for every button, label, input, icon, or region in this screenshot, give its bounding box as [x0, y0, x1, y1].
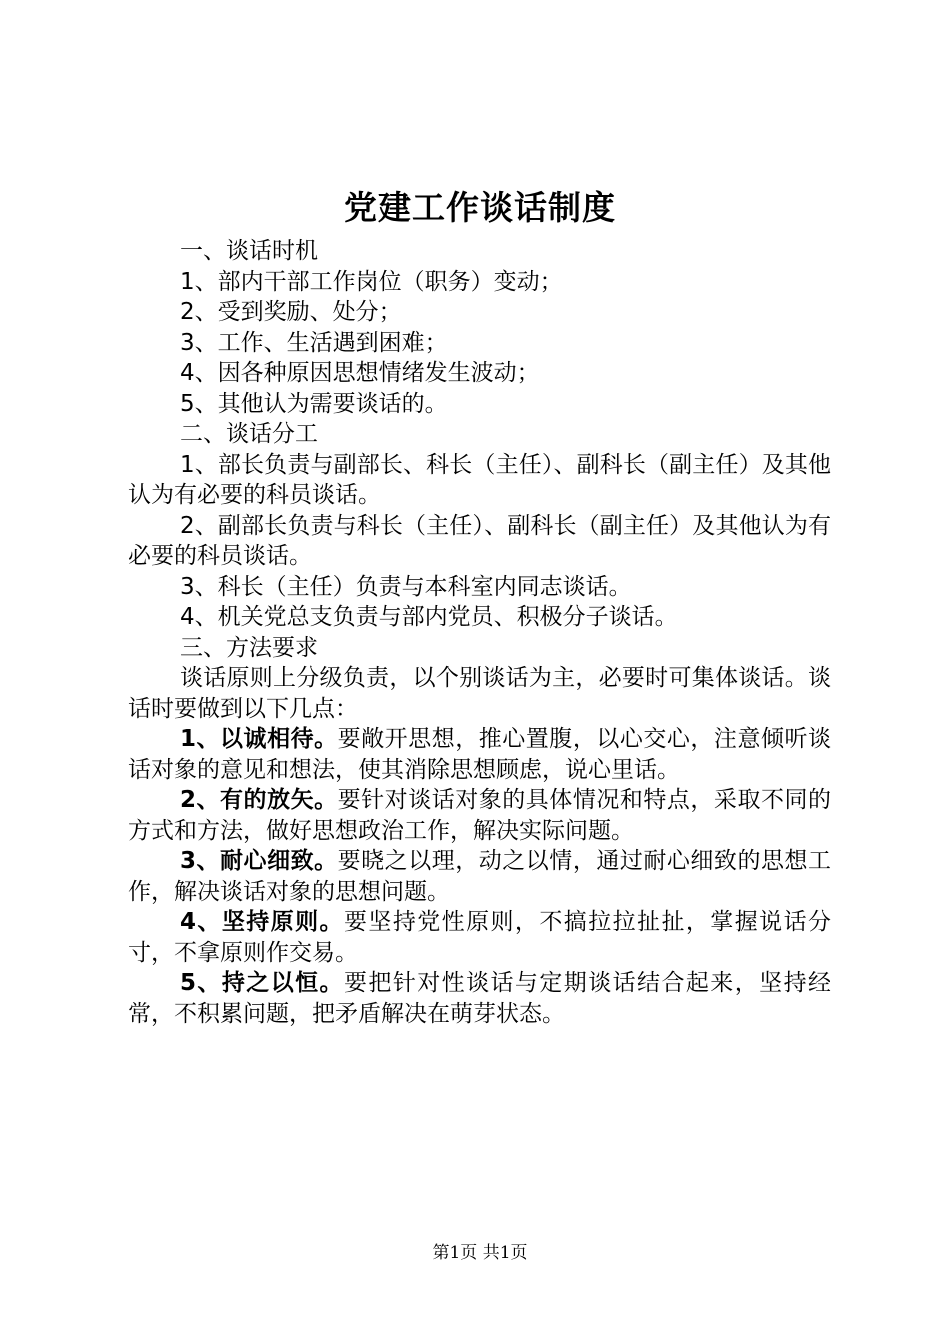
paragraph-text: 三、方法要求: [180, 634, 318, 661]
paragraph-lead: 3、耐心细致。: [180, 848, 338, 874]
paragraph-text: 2、副部长负责与科长（主任）、副科长（副主任）及其他认为有必要的科员谈话。: [128, 512, 831, 569]
paragraph-text: 一、谈话时机: [180, 238, 318, 264]
paragraph-text: 要晓之以理，动之以情，通过耐心细致的思想工作，解决谈话对象的思想问题。: [128, 848, 831, 905]
paragraph-text: 二、谈话分工: [180, 421, 318, 447]
paragraph: [128, 572, 831, 603]
paragraph-text: 1、部长负责与副部长、科长（主任）、副科长（副主任）及其他认为有必要的科员谈话。: [128, 451, 831, 508]
paragraph-lead: 4、坚持原则。: [180, 909, 344, 935]
paragraph-text: 4、机关党总支负责与部内党员、积极分子谈话。: [180, 604, 678, 630]
document-title: 党建工作谈话制度: [344, 188, 616, 227]
paragraph-text: 要敞开思想，推心置腹，以心交心，注意倾听谈话对象的意见和想法，使其消除思想顾虑，说心里话。: [128, 726, 831, 783]
paragraph-text: 4、因各种原因思想情绪发生波动；: [180, 360, 540, 386]
paragraph-text: 3、科长（主任）负责与本科室内同志谈话。: [180, 573, 632, 600]
paragraph-lead: 5、持之以恒。: [180, 970, 344, 996]
paragraph: [128, 785, 831, 846]
paragraph-lead: 1、以诚相待。: [180, 726, 338, 752]
paragraph-text: 谈话原则上分级负责，以个别谈话为主，必要时可集体谈话。谈话时要做到以下几点：: [128, 665, 831, 722]
paragraph: [128, 389, 831, 420]
paragraph-lead: 2、有的放矢。: [180, 787, 338, 813]
paragraph: [128, 724, 831, 785]
paragraph: [128, 602, 831, 633]
paragraph-text: 1、部内干部工作岗位（职务）变动；: [180, 268, 563, 295]
paragraph-text: 要针对谈话对象的具体情况和特点，采取不同的方式和方法，做好思想政治工作，解决实际问题。: [128, 787, 831, 844]
paragraph-text: 要把针对性谈话与定期谈话结合起来，坚持经常，不积累问题，把矛盾解决在萌芽状态。: [128, 970, 831, 1027]
paragraph: [128, 511, 831, 572]
paragraph-text: 要坚持党性原则，不搞拉拉扯扯，掌握说话分寸，不拿原则作交易。: [128, 909, 831, 966]
paragraph: [128, 297, 831, 328]
paragraph: [128, 907, 831, 968]
paragraph: [128, 450, 831, 511]
paragraph-text: 2、受到奖励、处分；: [180, 299, 402, 325]
paragraph: [128, 633, 831, 664]
paragraph: [128, 419, 831, 450]
paragraph: [128, 846, 831, 907]
paragraph: [128, 358, 831, 389]
paragraph: [128, 236, 831, 267]
paragraph: [128, 328, 831, 359]
document-body: [128, 236, 831, 1029]
paragraph: [128, 663, 831, 724]
page-footer: 第1页 共1页: [432, 1243, 528, 1263]
paragraph-text: 3、工作、生活遇到困难；: [180, 329, 448, 356]
paragraph: [128, 968, 831, 1029]
paragraph: [128, 267, 831, 298]
paragraph-text: 5、其他认为需要谈话的。: [180, 390, 448, 417]
